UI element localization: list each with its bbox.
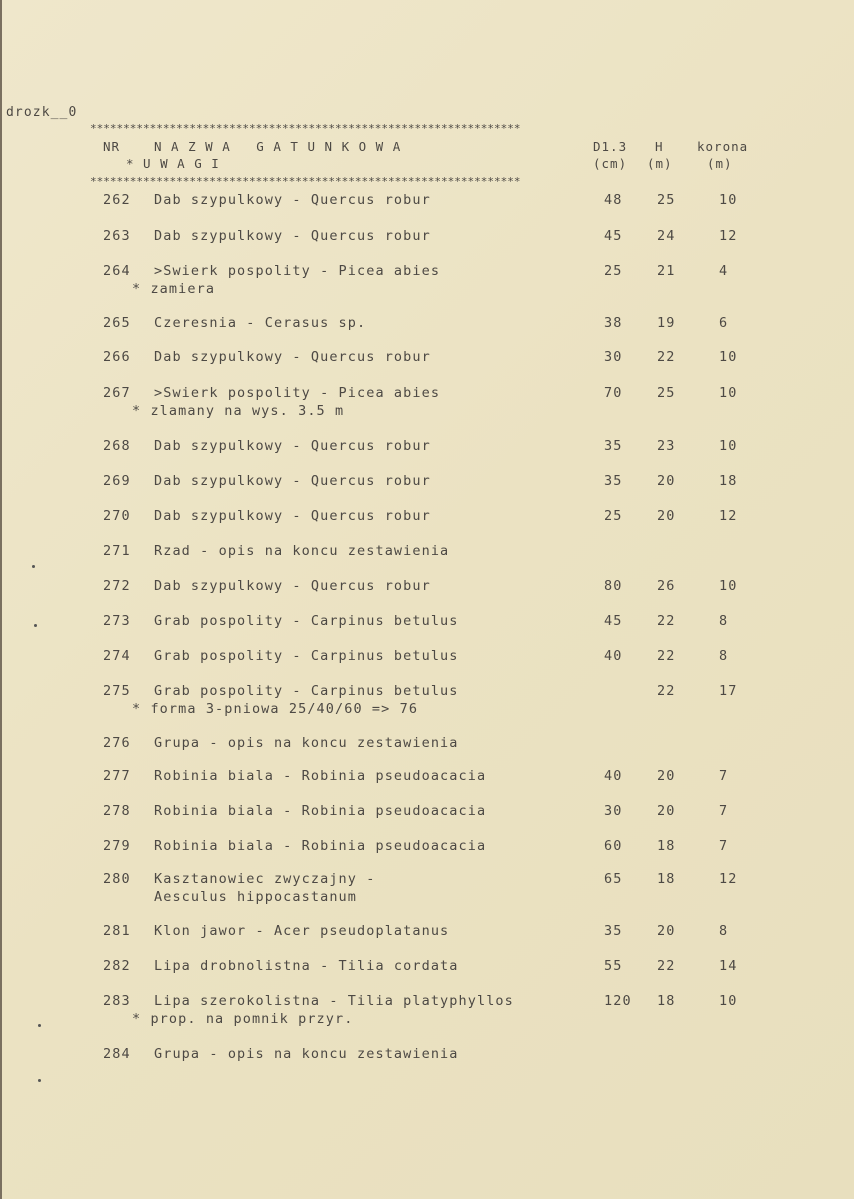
row-note: * zlamany na wys. 3.5 m [132,403,345,419]
row-number: 281 [103,923,131,939]
crown-value: 12 [719,508,738,524]
species-name: Kasztanowiec zwyczajny - [154,871,376,887]
header-d13-unit: (cm) [593,156,628,171]
height-value: 22 [657,683,676,699]
species-name: Dab szypulkowy - Quercus robur [154,228,431,244]
row-number: 276 [103,735,131,751]
diameter-value: 40 [604,648,623,664]
row-note: * forma 3-pniowa 25/40/60 => 76 [132,701,419,717]
row-number: 268 [103,438,131,454]
header-h: H [655,139,664,154]
species-name: Dab szypulkowy - Quercus robur [154,473,431,489]
height-value: 26 [657,578,676,594]
height-value: 22 [657,349,676,365]
crown-value: 7 [719,803,729,819]
species-name: Grupa - opis na koncu zestawienia [154,735,459,751]
diameter-value: 48 [604,192,623,208]
row-number: 272 [103,578,131,594]
diameter-value: 30 [604,349,623,365]
row-number: 269 [103,473,131,489]
speck [32,565,35,568]
species-name: Rzad - opis na koncu zestawienia [154,543,450,559]
row-number: 262 [103,192,131,208]
crown-value: 10 [719,385,738,401]
species-name: Dab szypulkowy - Quercus robur [154,192,431,208]
species-name: Lipa szerokolistna - Tilia platyphyllos [154,993,514,1009]
species-name: Dab szypulkowy - Quercus robur [154,578,431,594]
diameter-value: 30 [604,803,623,819]
height-value: 20 [657,473,676,489]
height-value: 25 [657,385,676,401]
height-value: 19 [657,315,676,331]
row-note: Aesculus hippocastanum [154,889,358,905]
row-number: 263 [103,228,131,244]
row-number: 282 [103,958,131,974]
species-name: Dab szypulkowy - Quercus robur [154,438,431,454]
height-value: 20 [657,923,676,939]
crown-value: 10 [719,438,738,454]
separator-header: ***************************************************************** [90,176,521,188]
species-name: Klon jawor - Acer pseudoplatanus [154,923,450,939]
diameter-value: 80 [604,578,623,594]
species-name: Czeresnia - Cerasus sp. [154,315,367,331]
height-value: 18 [657,838,676,854]
species-name: Dab szypulkowy - Quercus robur [154,349,431,365]
crown-value: 8 [719,613,729,629]
diameter-value: 25 [604,263,623,279]
species-name: Grab pospolity - Carpinus betulus [154,683,459,699]
header-korona: korona [697,139,749,154]
species-name: Dab szypulkowy - Quercus robur [154,508,431,524]
diameter-value: 70 [604,385,623,401]
height-value: 24 [657,228,676,244]
header-nazwa: N A Z W A G A T U N K O W A [154,139,402,154]
row-note: * prop. na pomnik przyr. [132,1011,354,1027]
speck [38,1079,41,1082]
row-number: 283 [103,993,131,1009]
diameter-value: 60 [604,838,623,854]
row-number: 280 [103,871,131,887]
species-name: Grupa - opis na koncu zestawienia [154,1046,459,1062]
height-value: 23 [657,438,676,454]
row-number: 274 [103,648,131,664]
species-name: >Swierk pospolity - Picea abies [154,263,441,279]
row-note: * zamiera [132,281,216,297]
diameter-value: 45 [604,228,623,244]
crown-value: 7 [719,838,729,854]
crown-value: 10 [719,578,738,594]
header-d13: D1.3 [593,139,628,154]
diameter-value: 65 [604,871,623,887]
row-number: 266 [103,349,131,365]
header-nr: NR [103,139,121,154]
speck [34,624,37,627]
row-number: 271 [103,543,131,559]
row-number: 277 [103,768,131,784]
document-filename: drozk__0 [6,105,78,120]
species-name: Grab pospolity - Carpinus betulus [154,613,459,629]
row-number: 270 [103,508,131,524]
row-number: 284 [103,1046,131,1062]
separator-top: ***************************************************************** [90,123,521,135]
diameter-value: 35 [604,923,623,939]
row-number: 273 [103,613,131,629]
crown-value: 18 [719,473,738,489]
height-value: 22 [657,958,676,974]
height-value: 20 [657,508,676,524]
species-name: Robinia biala - Robinia pseudoacacia [154,803,487,819]
species-name: >Swierk pospolity - Picea abies [154,385,441,401]
species-name: Robinia biala - Robinia pseudoacacia [154,768,487,784]
height-value: 20 [657,803,676,819]
header-uwagi: * U W A G I [126,156,220,171]
diameter-value: 45 [604,613,623,629]
height-value: 25 [657,192,676,208]
diameter-value: 35 [604,438,623,454]
row-number: 264 [103,263,131,279]
diameter-value: 38 [604,315,623,331]
header-h-unit: (m) [647,156,673,171]
row-number: 278 [103,803,131,819]
crown-value: 10 [719,192,738,208]
diameter-value: 35 [604,473,623,489]
height-value: 21 [657,263,676,279]
crown-value: 12 [719,228,738,244]
species-name: Grab pospolity - Carpinus betulus [154,648,459,664]
row-number: 267 [103,385,131,401]
height-value: 18 [657,871,676,887]
height-value: 22 [657,613,676,629]
row-number: 275 [103,683,131,699]
crown-value: 12 [719,871,738,887]
height-value: 20 [657,768,676,784]
crown-value: 6 [719,315,729,331]
crown-value: 8 [719,923,729,939]
crown-value: 8 [719,648,729,664]
diameter-value: 120 [604,993,632,1009]
species-name: Lipa drobnolistna - Tilia cordata [154,958,459,974]
crown-value: 10 [719,993,738,1009]
crown-value: 10 [719,349,738,365]
page-edge [0,0,2,1199]
species-name: Robinia biala - Robinia pseudoacacia [154,838,487,854]
height-value: 22 [657,648,676,664]
diameter-value: 25 [604,508,623,524]
diameter-value: 40 [604,768,623,784]
crown-value: 4 [719,263,729,279]
row-number: 279 [103,838,131,854]
crown-value: 7 [719,768,729,784]
crown-value: 14 [719,958,738,974]
diameter-value: 55 [604,958,623,974]
header-korona-unit: (m) [707,156,733,171]
speck [38,1024,41,1027]
crown-value: 17 [719,683,738,699]
row-number: 265 [103,315,131,331]
height-value: 18 [657,993,676,1009]
